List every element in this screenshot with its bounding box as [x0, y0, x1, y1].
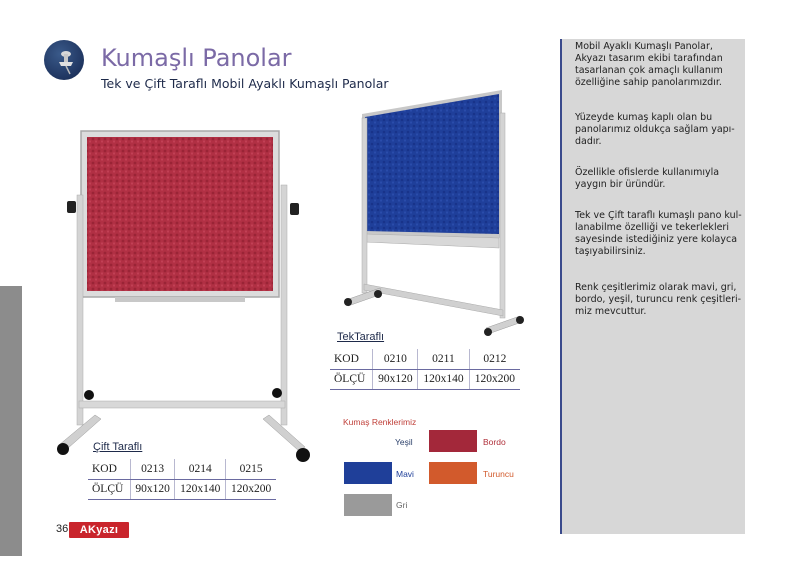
single-sided-board-photo — [340, 88, 530, 338]
table-cell: KOD — [88, 459, 130, 479]
sidebar-paragraph: Özellikle ofislerde kullanımıyla yaygın bir üründür. — [575, 167, 720, 190]
fabric-colors-title: Kumaş Renklerimiz — [343, 417, 417, 427]
swatch-gray — [344, 494, 392, 516]
table-row — [88, 479, 276, 499]
table-cell: 0212 — [469, 349, 520, 369]
single-sided-caption: TekTaraflı — [337, 331, 385, 343]
swatch-orange — [429, 462, 477, 484]
swatch-burgundy — [429, 430, 477, 452]
table-cell: 0210 — [373, 349, 418, 369]
table-cell: 0215 — [226, 459, 276, 479]
swatch-label-burgundy: Bordo — [483, 437, 506, 447]
double-sided-board-photo — [55, 125, 315, 465]
table-row — [330, 369, 520, 389]
table-row — [330, 349, 520, 369]
page-title: Kumaşlı Panolar — [101, 44, 292, 72]
sidebar-paragraph: Renk çeşitlerimiz olarak mavi, gri, bordo, yeşil, turuncu renk çeşitleri-miz mevcuttur. — [575, 282, 742, 317]
table-cell: KOD — [330, 349, 373, 369]
table-cell: 120x200 — [469, 369, 520, 389]
table-cell: 90x120 — [130, 479, 174, 499]
table-cell: 120x140 — [175, 479, 226, 499]
single-sided-spec-table — [330, 349, 520, 390]
page-number: 36 — [56, 523, 69, 535]
table-cell: ÖLÇÜ — [330, 369, 373, 389]
description-sidebar — [560, 39, 745, 534]
sidebar-paragraph: Tek ve Çift taraflı kumaşlı pano kul-lanabilme özelliği ve tekerlekleri sayesinde istediğiniz yere kolayca taşıyabilirsiniz. — [575, 210, 742, 257]
double-sided-caption: Çift Taraflı — [93, 441, 143, 453]
table-row — [88, 459, 276, 479]
double-sided-spec-table — [88, 459, 276, 500]
brand-logo: AKyazı — [69, 522, 129, 538]
table-cell: 0213 — [130, 459, 174, 479]
swatch-blue — [344, 462, 392, 484]
pushpin-icon — [44, 40, 84, 80]
table-cell: 90x120 — [373, 369, 418, 389]
page-subtitle: Tek ve Çift Taraflı Mobil Ayaklı Kumaşlı Panolar — [101, 76, 389, 91]
sidebar-paragraph: Yüzeyde kumaş kaplı olan bu panolarımız oldukça sağlam yapı-dadır. — [575, 112, 735, 147]
sidebar-paragraph: Mobil Ayaklı Kumaşlı Panolar, Akyazı tasarım ekibi tarafından tasarlanan çok amaçlı kullanım özelliğine sahip panolarımızdır. — [575, 41, 723, 88]
table-cell: ÖLÇÜ — [88, 479, 130, 499]
table-cell: 0214 — [175, 459, 226, 479]
table-cell: 0211 — [418, 349, 469, 369]
swatch-label-orange: Turuncu — [483, 469, 514, 479]
left-edge-bar — [0, 286, 22, 556]
swatch-label-green: Yeşil — [395, 437, 413, 447]
table-cell: 120x200 — [226, 479, 276, 499]
swatch-label-blue: Mavi — [396, 469, 414, 479]
table-cell: 120x140 — [418, 369, 469, 389]
swatch-label-gray: Gri — [396, 500, 408, 510]
